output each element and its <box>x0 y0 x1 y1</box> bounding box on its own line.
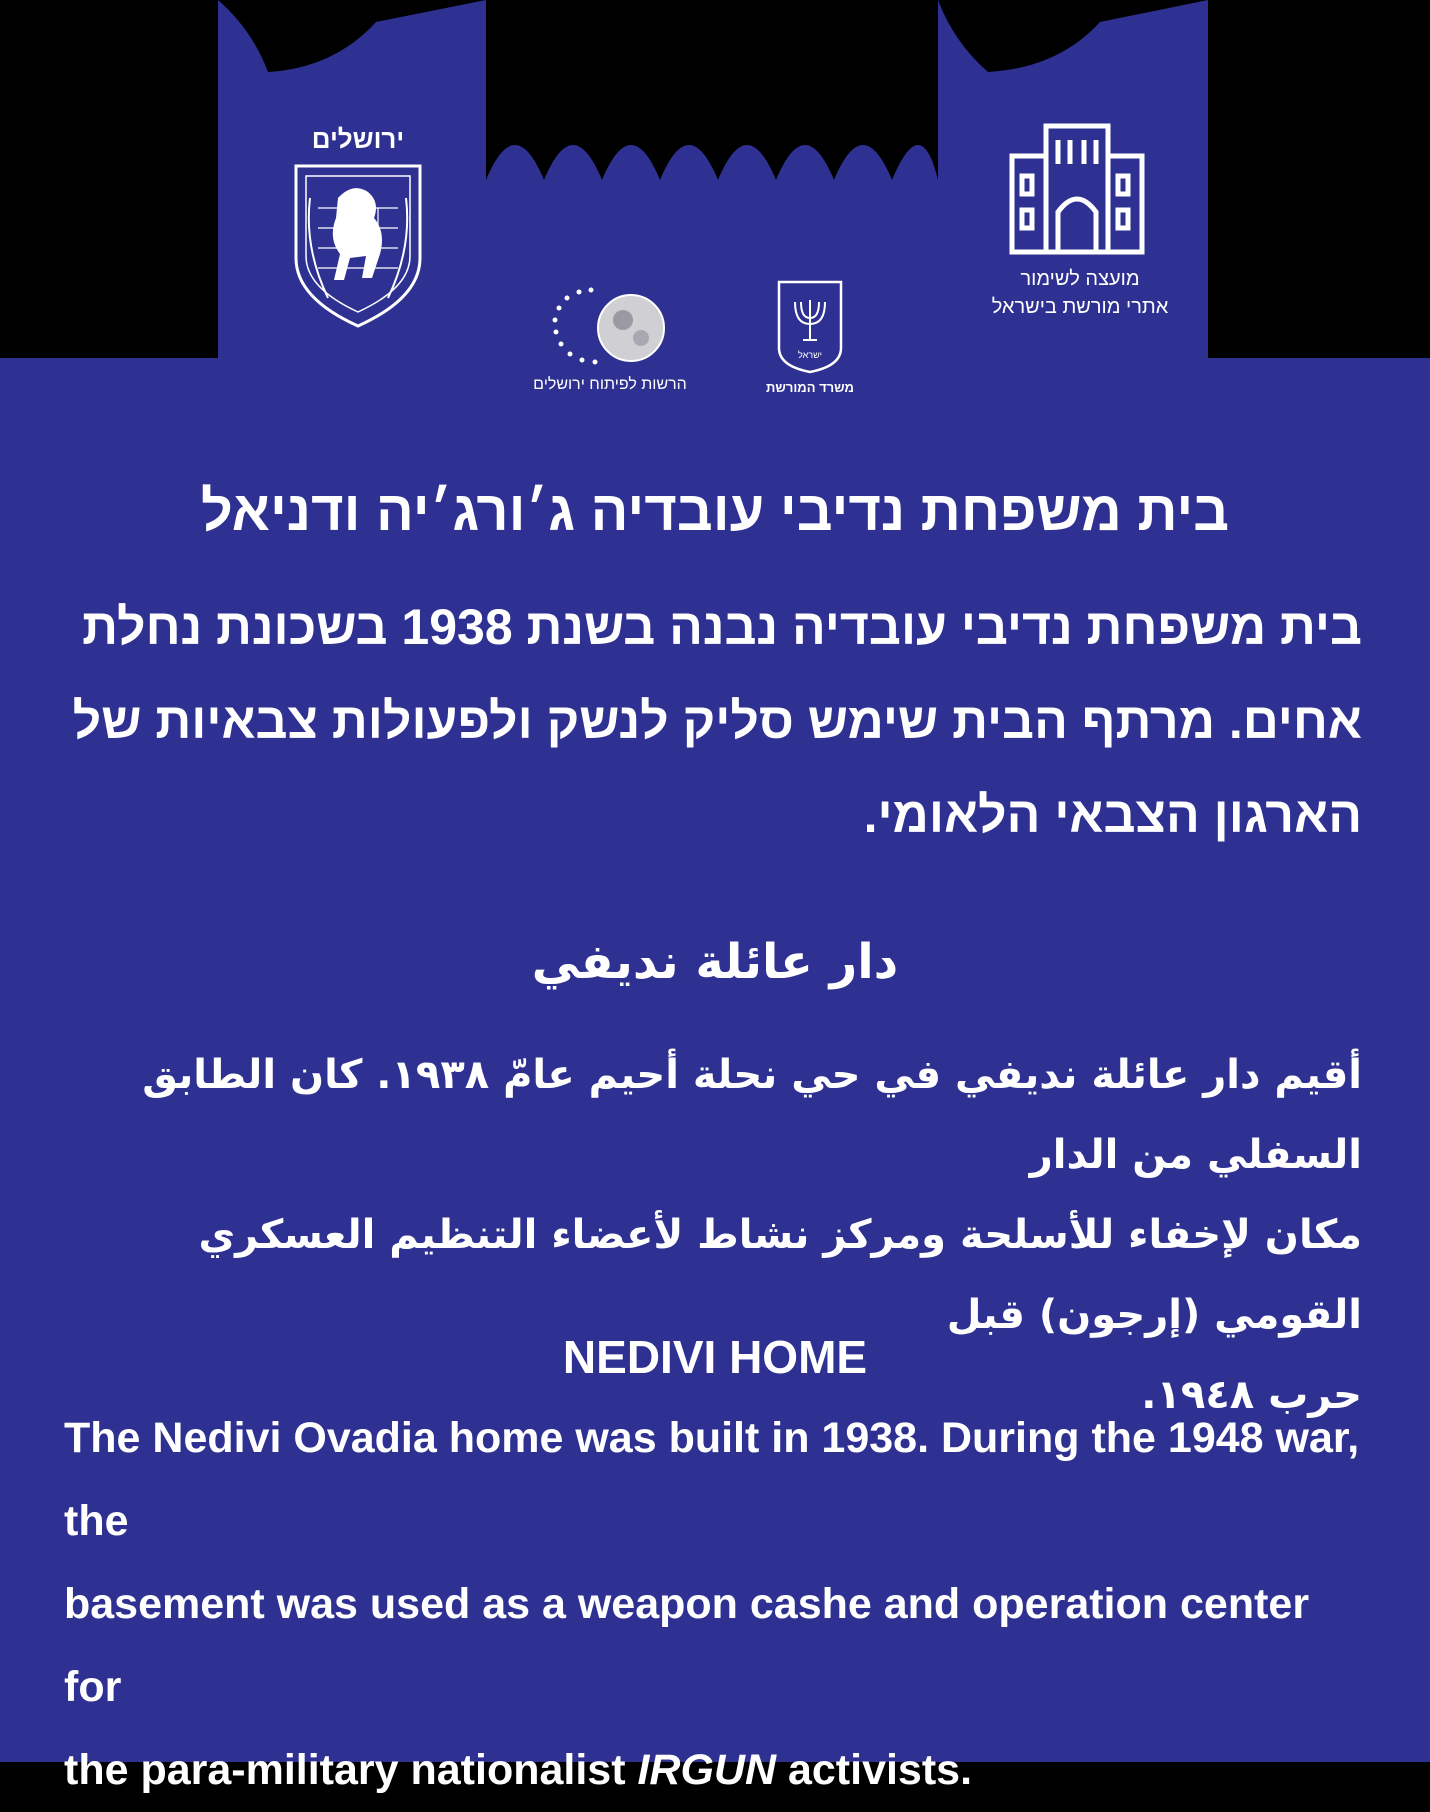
english-line3-end: activists. <box>776 1746 973 1794</box>
ministry-logo <box>760 278 860 398</box>
jda-caption: הרשות לפיתוח ירושלים <box>533 376 687 393</box>
lion-shield-icon <box>288 158 428 328</box>
english-title: NEDIVI HOME <box>562 1331 868 1383</box>
english-line: The Nedivi Ovadia home was built in 1938. During the 1948 war, the <box>64 1414 1360 1545</box>
orbit-dots-icon <box>545 286 675 372</box>
hebrew-line: אחים. מרתף הבית שימש סליק לנשק ולפעולות צבאיות של <box>72 693 1362 749</box>
hebrew-paragraph <box>55 580 1362 862</box>
emblem-text: ישראל <box>798 350 822 360</box>
english-line: basement was used as a weapon cashe and operation center for <box>64 1580 1310 1711</box>
ministry-caption: משרד המורשת <box>766 380 854 395</box>
arabic-title: دار عائلة نديفي <box>531 934 899 990</box>
council-name-line2: אתרי מורשת בישראל <box>991 296 1169 318</box>
building-icon <box>1002 116 1152 256</box>
jerusalem-logo <box>288 124 428 324</box>
hebrew-line: הארגון הצבאי הלאומי. <box>863 787 1362 843</box>
arabic-line: أقيم دار عائلة نديفي في حي نحلة أحيم عامّ ١٩٣٨. كان الطابق السفلي من الدار <box>142 1052 1362 1178</box>
hebrew-line: בית משפחת נדיבי עובדיה נבנה בשנת 1938 בשכונת נחלת <box>82 599 1362 655</box>
english-line3-start: the para-military nationalist <box>64 1746 638 1794</box>
arabic-line: مكان لإخفاء للأسلحة ومركز نشاط لأعضاء التنظيم العسكري القومي (إرجون) قبل <box>198 1212 1362 1338</box>
irgun-italic: IRGUN <box>637 1746 777 1794</box>
state-emblem-icon <box>775 278 845 374</box>
council-name-line1: מועצה לשימור <box>1020 268 1140 290</box>
arabic-line: حرب ١٩٤٨. <box>1141 1372 1362 1418</box>
hebrew-title: בית משפחת נדיבי עובדיה ג׳ורג׳יה ודניאל <box>200 479 1230 542</box>
english-paragraph <box>64 1397 1364 1812</box>
jda-logo <box>520 286 700 398</box>
english-line <box>64 1729 1364 1812</box>
jerusalem-label: ירושלים <box>311 124 405 154</box>
council-logo <box>960 116 1200 326</box>
